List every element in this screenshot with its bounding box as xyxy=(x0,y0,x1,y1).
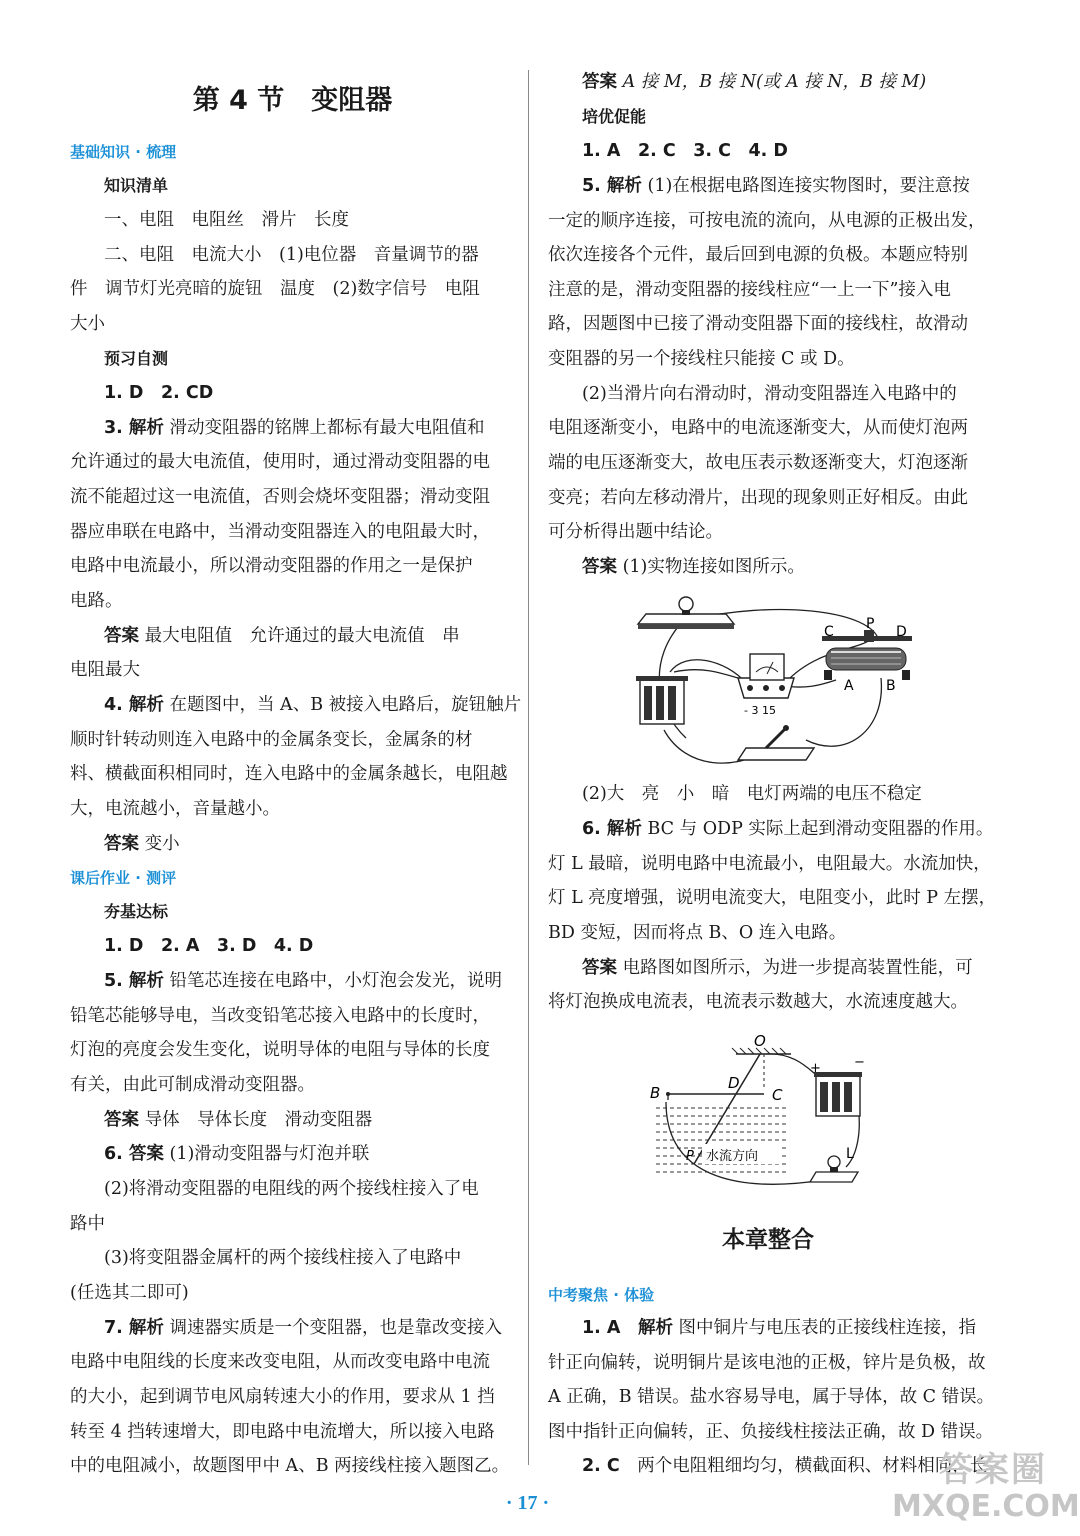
q4-text: 在题图中，当 A、B 被接入电路后，旋钮触片 xyxy=(169,695,522,715)
subheading-knowledge-list: 知识清单 xyxy=(104,176,169,195)
q3-text: 滑动变阻器的铭牌上都标有最大电阻值和 xyxy=(169,418,485,438)
section-title: 第 4 节 变阻器 xyxy=(192,85,393,116)
exam-q1-line-3: A 正确，B 错误。盐水容易导电，属于导体，故 C 错误。 xyxy=(548,1387,995,1407)
preview-q4-answer xyxy=(104,832,180,856)
excel-q6-line-2: 灯 L 最暗，说明电路中电流最小，电阻最大。水流加快， xyxy=(548,854,991,874)
excel-q5-answer-1 xyxy=(582,555,805,579)
answer-text: 变小 xyxy=(144,834,180,854)
preview-q4-line-2: 顺时针转动则连入电路中的金属条变长，金属条的材 xyxy=(70,730,473,750)
q7-text: 调速器实质是一个变阻器，也是靠改变接入 xyxy=(169,1318,502,1338)
label-plus: + xyxy=(810,1061,821,1076)
excel-q5-answer-2: (2)大 亮 小 暗 电灯两端的电压不稳定 xyxy=(582,784,922,804)
excel-q5-line-2: 一定的顺序连接，可按电流的流向，从电源的正极出发， xyxy=(548,211,986,231)
drill-q7-line-2: 电路中电阻线的长度来改变电阻，从而改变电路中电流 xyxy=(70,1352,490,1372)
analysis-label: 解析 xyxy=(637,1318,673,1338)
subheading-preview: 预习自测 xyxy=(104,349,169,368)
chapter-summary-title: 本章整合 xyxy=(722,1227,814,1253)
preview-q3-line-4: 器应串联在电路中，当滑动变阻器连入的电阻最大时， xyxy=(70,522,490,542)
knowledge-line-1: 一、电阻 电阻丝 滑片 长度 xyxy=(104,210,349,230)
q4-label: 4. 解析 xyxy=(104,695,164,715)
battery-icon xyxy=(636,676,688,724)
voltmeter-icon xyxy=(738,654,794,698)
excel-q5-line-1 xyxy=(582,174,970,198)
excel-q6-line-3: 灯 L 亮度增强，说明电流变大，电阻变小，此时 P 左摆， xyxy=(548,888,997,908)
lamp-icon xyxy=(638,597,734,629)
q2-label: 2. C xyxy=(582,1456,620,1476)
excel-q5-line-11: 可分析得出题中结论。 xyxy=(548,522,723,542)
exam-q1-line-4: 图中指针正向偏转，正、负接线柱接法正确，故 D 错误。 xyxy=(548,1422,994,1442)
q5-text: 铅笔芯连接在电路中，小灯泡会发光，说明 xyxy=(169,971,502,991)
label-d: D xyxy=(728,1074,740,1092)
drill-q5-line-1 xyxy=(104,969,502,993)
page-number: · 17 · xyxy=(505,1492,550,1514)
drill-q5-line-3: 灯泡的亮度会发生变化，说明导体的电阻与导体的长度 xyxy=(70,1040,490,1060)
q6-text: BC 与 ODP 实际上起到滑动变阻器的作用。 xyxy=(647,819,994,839)
q3-label: 3. 解析 xyxy=(104,418,164,438)
excel-q6-line-1 xyxy=(582,817,993,841)
preview-answers-1-2: 1. D 2. CD xyxy=(104,383,214,403)
excel-q5-line-8: 电阻逐渐变小，电路中的电流逐渐变大，从而使灯泡两 xyxy=(548,418,968,438)
excel-q6-answer-2: 将灯泡换成电流表，电流表示数越大，水流速度越大。 xyxy=(548,992,968,1012)
excel-q5-line-7: (2)当滑片向右滑动时，滑动变阻器连入电路中的 xyxy=(582,384,957,404)
heading-basic-knowledge: 基础知识 · 梳理 xyxy=(70,143,177,161)
watermark-line-1: 答案圈 xyxy=(939,1450,1047,1490)
answer-text: 导体 导体长度 滑动变阻器 xyxy=(144,1110,373,1130)
q1-label: 1. A xyxy=(582,1318,621,1338)
drill-q6-line-5: (任选其二即可) xyxy=(70,1283,189,1303)
q2-text: 两个电阻粗细均匀，横截面积、材料相同，长 xyxy=(637,1456,988,1476)
excel-q5-line-5: 路，因题图中已接了滑动变阻器下面的接线柱，故滑动 xyxy=(548,314,968,334)
answer-text: A 接 M，B 接 N(或 A 接 N，B 接 M) xyxy=(622,72,927,92)
column-divider xyxy=(528,70,529,1465)
drill-answers-1-4: 1. D 2. A 3. D 4. D xyxy=(104,936,314,956)
subheading-excel: 培优促能 xyxy=(582,107,647,126)
answer-q3-wiring xyxy=(582,70,926,94)
answer-label: 答案 xyxy=(582,557,617,577)
preview-q3-line-5: 电路中电流最小，所以滑动变阻器的作用之一是保护 xyxy=(70,556,473,576)
q6-label: 6. 答案 xyxy=(104,1144,164,1164)
preview-q3-answer-1 xyxy=(104,624,460,648)
preview-q4-line-1 xyxy=(104,693,521,717)
flow-direction-label: 水流方向 xyxy=(706,1149,759,1164)
drill-q5-line-2: 铅笔芯能够导电，当改变铅笔芯接入电路中的长度时， xyxy=(70,1006,490,1026)
excel-q5-line-3: 依次连接各个元件，最后回到电源的负极。本题应特别 xyxy=(548,245,968,265)
preview-q3-answer-2: 电阻最大 xyxy=(70,660,140,680)
drill-q6-line-4: (3)将变阻器金属杆的两个接线柱接入了电路中 xyxy=(104,1248,462,1268)
q5-label: 5. 解析 xyxy=(104,971,164,991)
drill-q5-line-4: 有关，由此可制成滑动变阻器。 xyxy=(70,1075,315,1095)
preview-q3-line-1 xyxy=(104,416,485,440)
switch-icon xyxy=(738,725,814,760)
label-c: C xyxy=(772,1086,783,1104)
drill-q5-answer xyxy=(104,1108,372,1132)
heading-homework: 课后作业 · 测评 xyxy=(70,869,177,887)
answer-label: 答案 xyxy=(582,958,617,978)
answer-text: (1)实物连接如图所示。 xyxy=(622,557,805,577)
subheading-basic-drill: 夯基达标 xyxy=(104,902,169,921)
q7-label: 7. 解析 xyxy=(104,1318,164,1338)
preview-q3-line-2: 允许通过的最大电流值，使用时，通过滑动变阻器的电 xyxy=(70,452,490,472)
knowledge-line-3: 件 调节灯光亮暗的旋钮 温度 (2)数字信号 电阻 xyxy=(70,279,480,299)
knowledge-line-4: 大小 xyxy=(70,314,105,334)
excel-q6-answer-1 xyxy=(582,956,973,980)
excel-q5-line-9: 端的电压逐渐变大，故电压表示数逐渐变大，灯泡逐渐 xyxy=(548,453,968,473)
label-b: B xyxy=(886,678,896,694)
label-c: C xyxy=(824,624,834,640)
q6-text: (1)滑动变阻器与灯泡并联 xyxy=(169,1144,370,1164)
exam-q1-line-1 xyxy=(582,1316,976,1340)
watermark-line-2: MXQE.COM xyxy=(892,1489,1080,1524)
label-p: P xyxy=(866,616,875,632)
exam-q1-line-2: 针正向偏转，说明铜片是该电池的正极，锌片是负极，故 xyxy=(548,1353,986,1373)
answer-label: 答案 xyxy=(104,626,139,646)
label-minus: − xyxy=(854,1055,865,1070)
answer-text: 最大电阻值 允许通过的最大电流值 串 xyxy=(144,626,460,646)
answer-label: 答案 xyxy=(104,834,139,854)
excel-q6-line-4: BD 变短，因而将点 B、O 连入电路。 xyxy=(548,923,847,943)
drill-q7-line-1 xyxy=(104,1316,502,1340)
preview-q3-line-6: 电路。 xyxy=(70,591,123,611)
drill-q6-line-1 xyxy=(104,1142,369,1166)
excel-q5-line-10: 变亮；若向左移动滑片，出现的现象则正好相反。由此 xyxy=(548,488,968,508)
answer-text: 电路图如图所示，为进一步提高装置性能，可 xyxy=(622,958,973,978)
excel-answers-1-4: 1. A 2. C 3. C 4. D xyxy=(582,141,788,161)
q6-label: 6. 解析 xyxy=(582,819,642,839)
drill-q7-line-3: 的大小，起到调节电风扇转速大小的作用，要求从 1 挡 xyxy=(70,1387,495,1407)
q5-text: (1)在根据电路图连接实物图时，要注意按 xyxy=(647,176,970,196)
drill-q6-line-2: (2)将滑动变阻器的电阻线的两个接线柱接入了电 xyxy=(104,1179,479,1199)
label-l: L xyxy=(846,1146,854,1162)
q1-text: 图中铜片与电压表的正接线柱连接，指 xyxy=(678,1318,977,1338)
drill-q7-line-5: 中的电阻减小，故题图甲中 A、B 两接线柱接入题图乙。 xyxy=(70,1456,510,1476)
knowledge-line-2: 二、电阻 电流大小 (1)电位器 音量调节的器 xyxy=(104,245,479,265)
circuit-figure-1 xyxy=(626,590,916,775)
excel-q5-line-4: 注意的是，滑动变阻器的接线柱应“一上一下”接入电 xyxy=(548,280,951,300)
preview-q3-line-3: 流不能超过这一电流值，否则会烧坏变阻器；滑动变阻 xyxy=(70,487,490,507)
label-o: O xyxy=(754,1032,766,1050)
drill-q7-line-4: 转至 4 挡转速增大，即电路中电流增大，所以接入电路 xyxy=(70,1422,495,1442)
heading-exam-focus: 中考聚焦 · 体验 xyxy=(548,1286,655,1304)
excel-q5-line-6: 变阻器的另一个接线柱只能接 C 或 D。 xyxy=(548,349,855,369)
preview-q4-line-4: 大，电流越小，音量越小。 xyxy=(70,799,280,819)
circuit-figure-2 xyxy=(646,1032,866,1197)
answer-label: 答案 xyxy=(104,1110,139,1130)
battery-icon xyxy=(814,1072,862,1116)
label-a: A xyxy=(844,678,854,694)
answer-label: 答案 xyxy=(582,72,617,92)
label-d: D xyxy=(896,624,907,640)
q5-label: 5. 解析 xyxy=(582,176,642,196)
watermark-logo xyxy=(892,1450,1080,1530)
label-b: B xyxy=(650,1084,661,1102)
label-p: P xyxy=(686,1149,694,1164)
preview-q4-line-3: 料、横截面积相同时，连入电路中的金属条越长，电阻越 xyxy=(70,764,508,784)
meter-scale-label: - 3 15 xyxy=(744,704,776,717)
drill-q6-line-3: 路中 xyxy=(70,1214,105,1234)
